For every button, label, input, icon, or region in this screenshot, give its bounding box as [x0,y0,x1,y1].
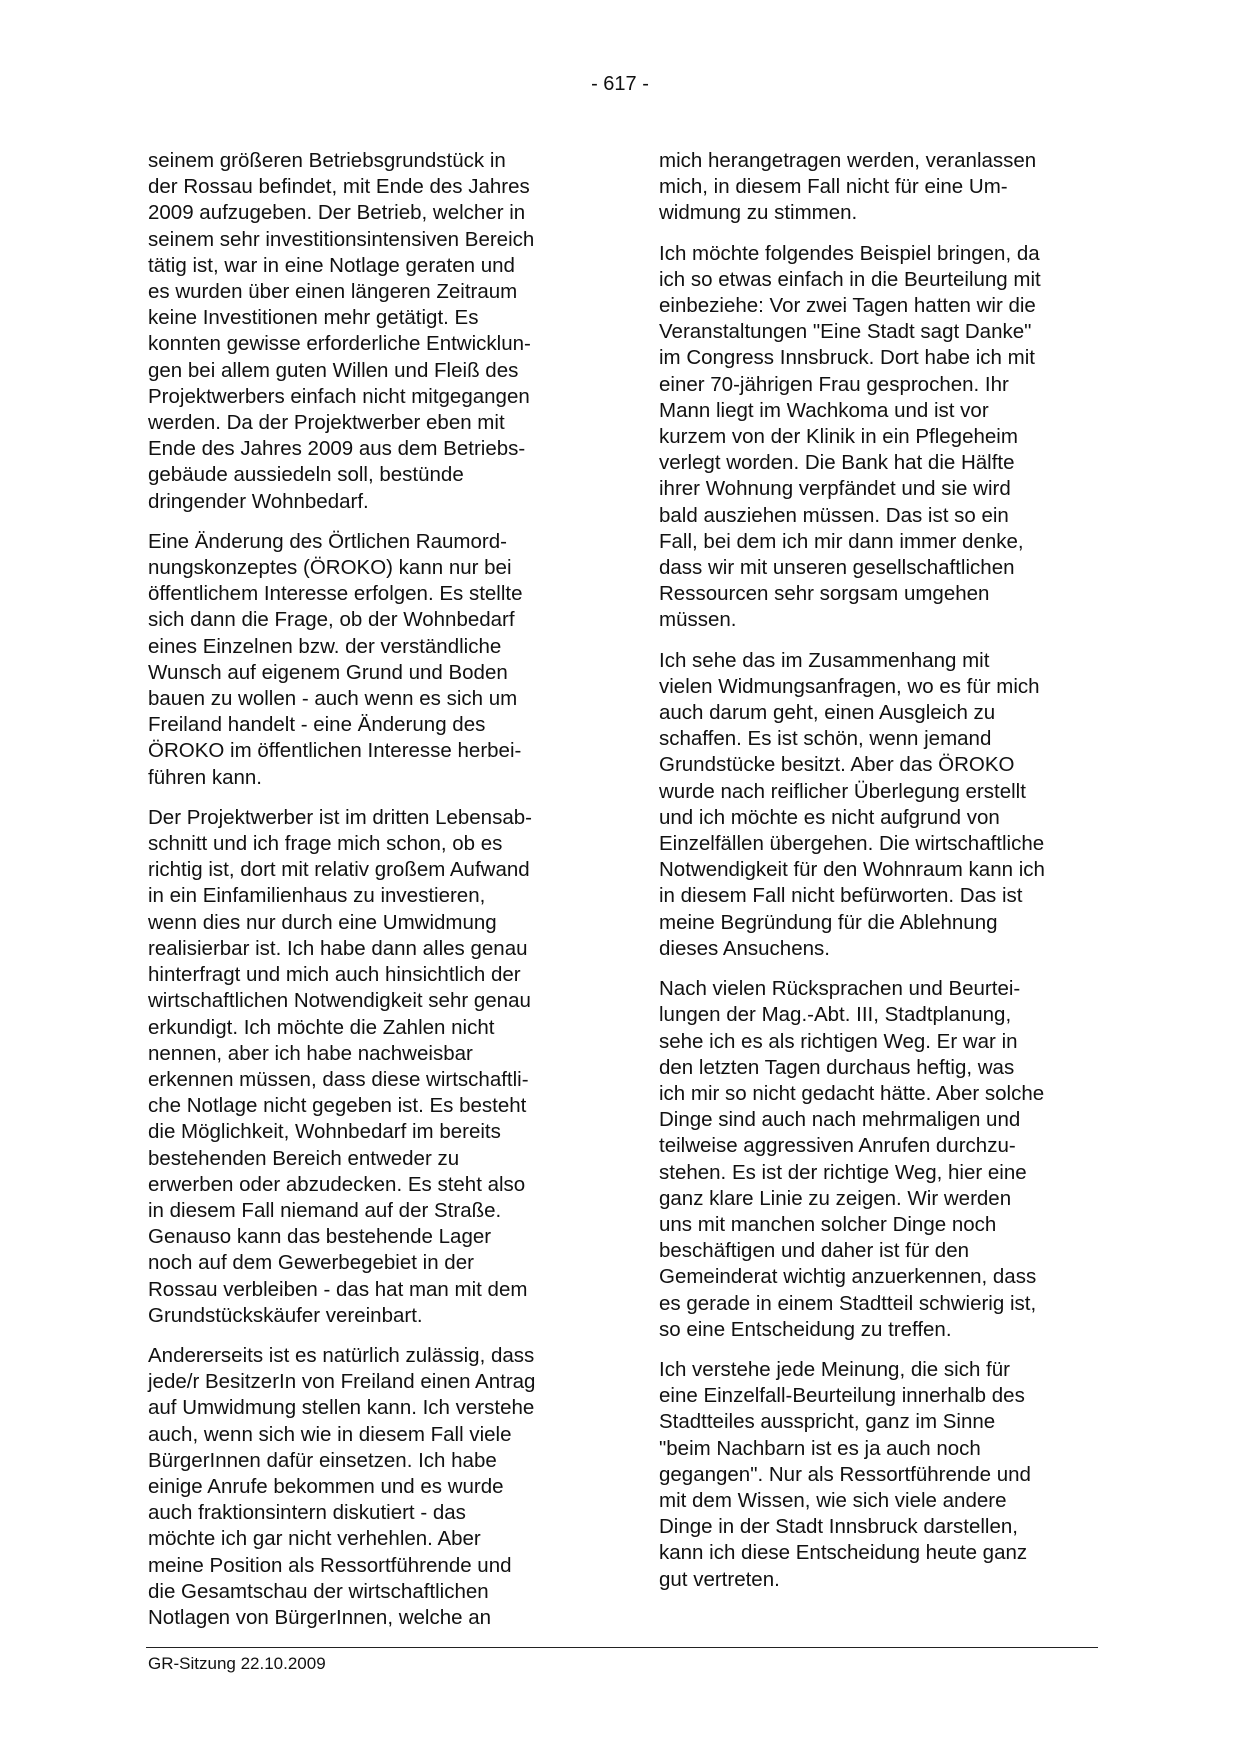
paragraph: seinem größeren Betriebsgrundstück in der Rossau befindet, mit Ende des Jahres 2009 aufzugeben. Der Betrieb, welcher in seinem sehr investitionsintensiven Bereich tätig ist, war in eine Notlage geraten und es wurden über einen längeren Zeitraum keine Investitionen mehr getätigt. Es konnten gewisse erforderliche Entwicklun- gen bei allem guten Willen und Fleiß des Projektwerbers einfach nicht mitgegangen werden. Da der Projektwerber eben mit Ende des Jahres 2009 aus dem Betriebs- gebäude aussiedeln soll, bestünde dringender Wohnbedarf. [148,149,535,513]
page-number: - 617 - [591,73,649,95]
paragraph: Ich möchte folgendes Beispiel bringen, da ich so etwas einfach in die Beurteilung mit einbeziehe: Vor zwei Tagen hatten wir die Veranstaltungen "Eine Stadt sagt Danke" im Congress Innsbruck. Dort habe ich mit einer 70-jährigen Frau gesprochen. Ihr Mann liegt im Wachkoma und ist vor kurzem von der Klinik in ein Pflegeheim verlegt worden. Die Bank hat die Hälfte ihrer Wohnung verpfändet und sie wird bald ausziehen müssen. Das ist so ein Fall, bei dem ich mir dann immer denke, dass wir mit unseren gesellschaftlichen Ressourcen sehr sorgsam umgehen müssen. [659,241,1041,632]
paragraph: Ich sehe das im Zusammenhang mit vielen Widmungsanfragen, wo es für mich auch darum geht, einen Ausgleich zu schaffen. Es ist schön, wenn jemand Grundstücke besitzt. Aber das ÖROKO wurde nach reiflicher Überlegung erstellt und ich möchte es nicht aufgrund von Einzelfällen übergehen. Die wirtschaftliche Notwendigkeit für den Wohnraum kann ich in diesem Fall nicht befürworten. Das ist meine Begründung für die Ablehnung dieses Ansuchens. [659,648,1045,960]
paragraph: Eine Änderung des Örtlichen Raumord- nungskonzeptes (ÖROKO) kann nur bei öffentlichem Interesse erfolgen. Es stellte sich dann die Frage, ob der Wohnbedarf eines Einzelnen bzw. der verständliche Wunsch auf eigenem Grund und Boden bauen zu wollen - auch wenn es sich um Freiland handelt - eine Änderung des ÖROKO im öffentlichen Interesse herbei- führen kann. [148,529,523,789]
paragraph: Ich verstehe jede Meinung, die sich für eine Einzelfall-Beurteilung innerhalb des Stadtteiles ausspricht, ganz im Sinne "beim Nachbarn ist es ja auch noch gegangen". Nur als Ressortführende und mit dem Wissen, wie sich viele andere Dinge in der Stadt Innsbruck darstellen, kann ich diese Entscheidung heute ganz gut vertreten. [659,1357,1031,1591]
footer-divider [146,1647,1098,1648]
paragraph: Der Projektwerber ist im dritten Lebensab- schnitt und ich frage mich schon, ob es richtig ist, dort mit relativ großem Aufwand in ein Einfamilienhaus zu investieren, wenn dies nur durch eine Umwidmung realisierbar ist. Ich habe dann alles genau hinterfragt und mich auch hinsichtlich der wirtschaftlichen Notwendigkeit sehr genau erkundigt. Ich möchte die Zahlen nicht nennen, aber ich habe nachweisbar erkennen müssen, dass diese wirtschaftli- che Notlage nicht gegeben ist. Es besteht die Möglichkeit, Wohnbedarf im bereits bestehenden Bereich entweder zu erwerben oder abzudecken. Es steht also in diesem Fall niemand auf der Straße. Genauso kann das bestehende Lager noch auf dem Gewerbegebiet in der Rossau verbleiben - das hat man mit dem Grundstückskäufer vereinbart. [148,805,532,1327]
paragraph: Andererseits ist es natürlich zulässig, dass jede/r BesitzerIn von Freiland einen Antrag auf Umwidmung stellen kann. Ich verstehe auch, wenn sich wie in diesem Fall viele BürgerInnen dafür einsetzen. Ich habe einige Anrufe bekommen und es wurde auch fraktionsintern diskutiert - das möchte ich gar nicht verhehlen. Aber meine Position als Ressortführende und die Gesamtschau der wirtschaftlichen Notlagen von BürgerInnen, welche an [148,1343,536,1629]
footer-session-date: GR-Sitzung 22.10.2009 [148,1654,326,1673]
right-text-column [659,148,1099,1607]
left-text-column [148,148,588,1645]
paragraph: mich herangetragen werden, veranlassen mich, in diesem Fall nicht für eine Um- widmung zu stimmen. [659,149,1037,225]
paragraph: Nach vielen Rücksprachen und Beurtei- lungen der Mag.-Abt. III, Stadtplanung, sehe ich es als richtigen Weg. Er war in den letzten Tagen durchaus heftig, was ich mir so nicht gedacht hätte. Aber solche Dinge sind auch nach mehrmaligen und teilweise aggressiven Anrufen durchzu- stehen. Es ist der richtige Weg, hier eine ganz klare Linie zu zeigen. Wir werden uns mit manchen solcher Dinge noch beschäftigen und daher ist für den Gemeinderat wichtig anzuerkennen, dass es gerade in einem Stadtteil schwierig ist, so eine Entscheidung zu treffen. [659,977,1045,1341]
